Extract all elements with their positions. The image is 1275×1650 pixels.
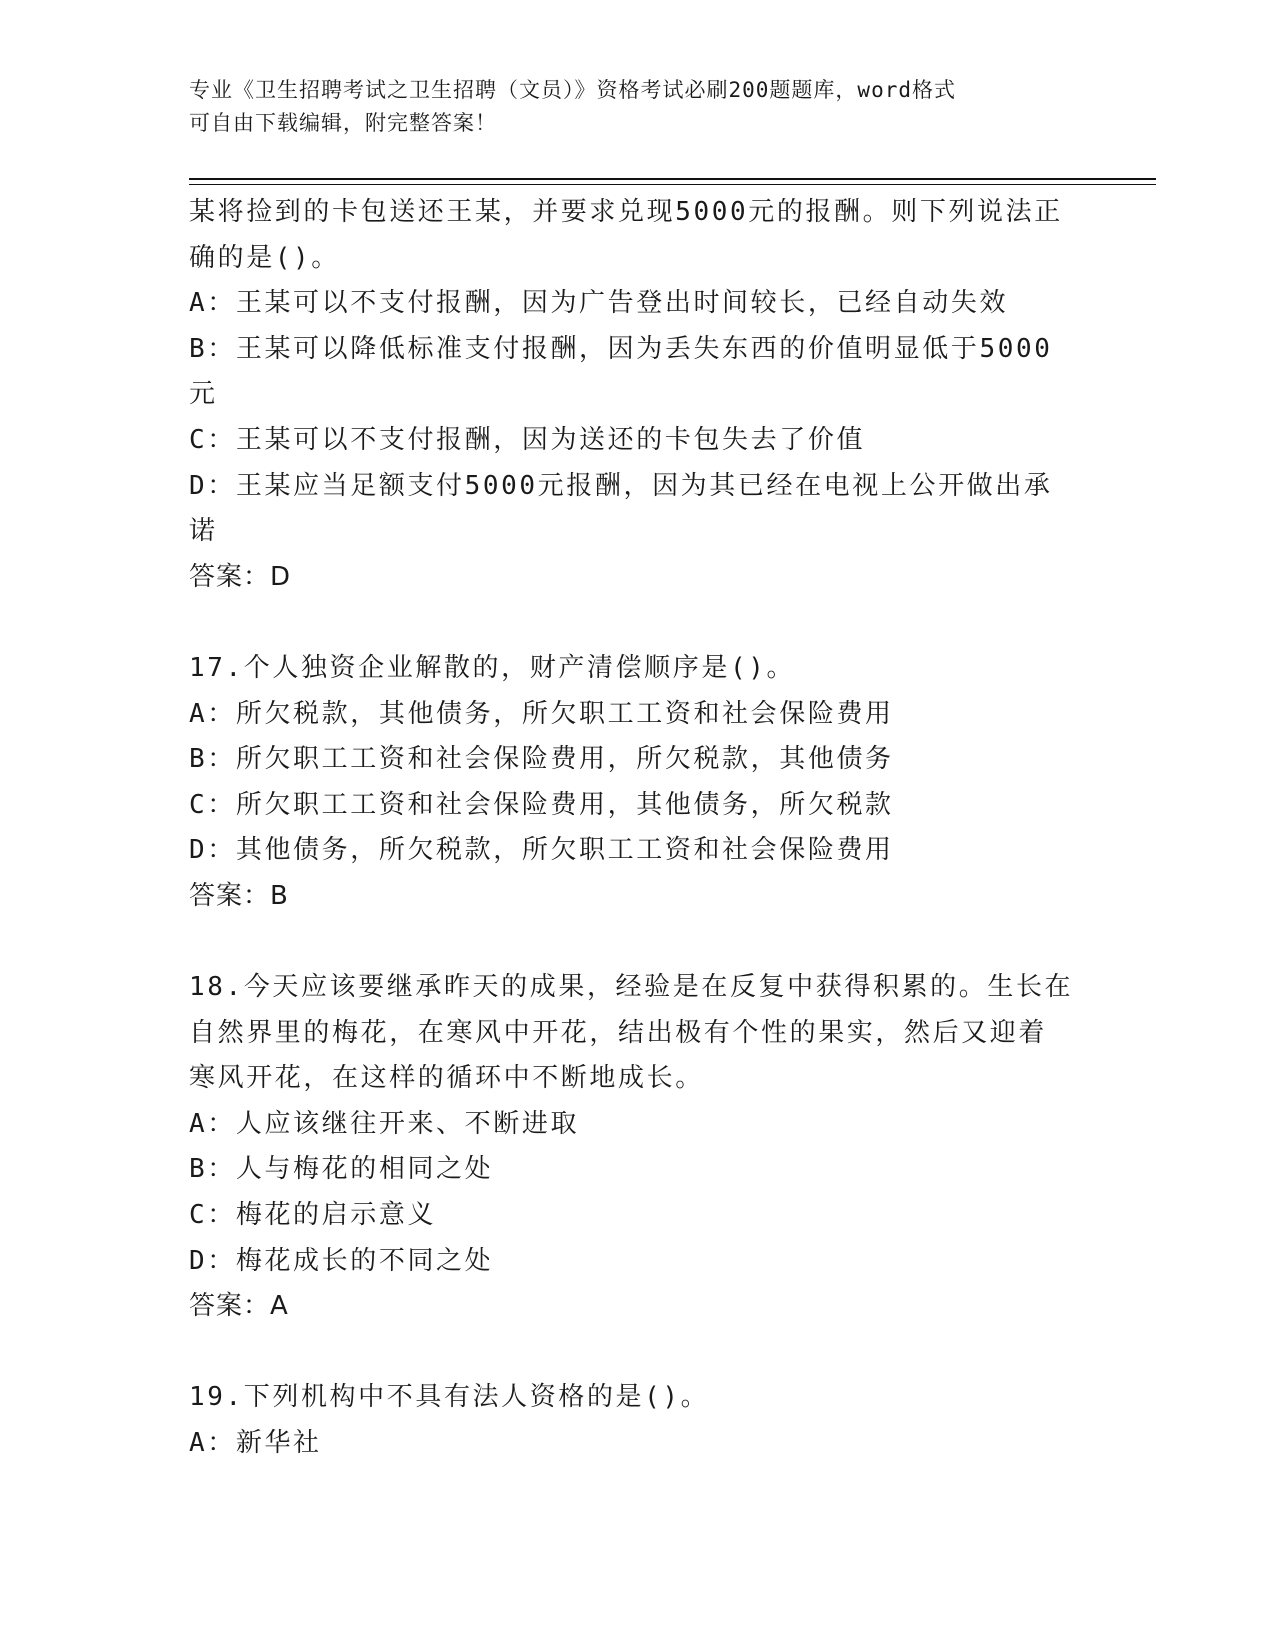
option-c: C：所欠职工工资和社会保险费用，其他债务，所欠税款	[189, 789, 894, 820]
document-header	[189, 74, 1069, 140]
header-title-line-1: 专业《卫生招聘考试之卫生招聘（文员）》资格考试必刷200题题库，word格式	[189, 78, 956, 102]
question-16	[189, 190, 1089, 600]
option-c: C：王某可以不支付报酬，因为送还的卡包失去了价值	[189, 424, 866, 455]
question-stem: 19.下列机构中不具有法人资格的是()。	[189, 1382, 710, 1413]
question-list	[189, 190, 1089, 1467]
spacer	[189, 920, 1089, 966]
option-a: A：王某可以不支付报酬，因为广告登出时间较长，已经自动失效	[189, 288, 1009, 319]
option-b-continued: 元	[189, 379, 218, 410]
answer-label: 答案：A	[189, 1291, 289, 1322]
option-b: B：所欠职工工资和社会保险费用，所欠税款，其他债务	[189, 744, 894, 775]
question-stem-line: 确的是()。	[189, 242, 340, 273]
header-divider-thin	[189, 184, 1156, 185]
question-19	[189, 1375, 1089, 1466]
question-stem-line: 寒风开花，在这样的循环中不断地成长。	[189, 1063, 704, 1094]
spacer	[189, 1330, 1089, 1376]
answer-label: 答案：D	[189, 561, 292, 592]
question-stem-line: 某将捡到的卡包送还王某，并要求兑现5000元的报酬。则下列说法正	[189, 197, 1063, 227]
question-stem: 17.个人独资企业解散的，财产清偿顺序是()。	[189, 652, 796, 683]
option-d: D：梅花成长的不同之处	[189, 1245, 494, 1276]
question-17	[189, 646, 1089, 920]
option-a: A：所欠税款，其他债务，所欠职工工资和社会保险费用	[189, 698, 894, 729]
option-d: D：王某应当足额支付5000元报酬，因为其已经在电视上公开做出承	[189, 470, 1053, 501]
option-b: B：人与梅花的相同之处	[189, 1154, 494, 1185]
option-d-continued: 诺	[189, 516, 218, 547]
answer-label: 答案：B	[189, 880, 289, 911]
option-b: B：王某可以降低标准支付报酬，因为丢失东西的价值明显低于5000	[189, 333, 1053, 364]
question-18	[189, 965, 1089, 1330]
question-stem-line: 18.今天应该要继承昨天的成果，经验是在反复中获得积累的。生长在	[189, 972, 1074, 1003]
spacer	[189, 600, 1089, 646]
option-a: A：人应该继往开来、不断进取	[189, 1108, 580, 1139]
option-a: A：新华社	[189, 1428, 322, 1459]
option-c: C：梅花的启示意义	[189, 1200, 437, 1231]
header-divider-thick	[189, 178, 1156, 180]
header-title-line-2: 可自由下载编辑，附完整答案！	[189, 111, 497, 135]
option-d: D：其他债务，所欠税款，所欠职工工资和社会保险费用	[189, 835, 894, 866]
question-stem-line: 自然界里的梅花，在寒风中开花，结出极有个性的果实，然后又迎着	[189, 1017, 1048, 1048]
